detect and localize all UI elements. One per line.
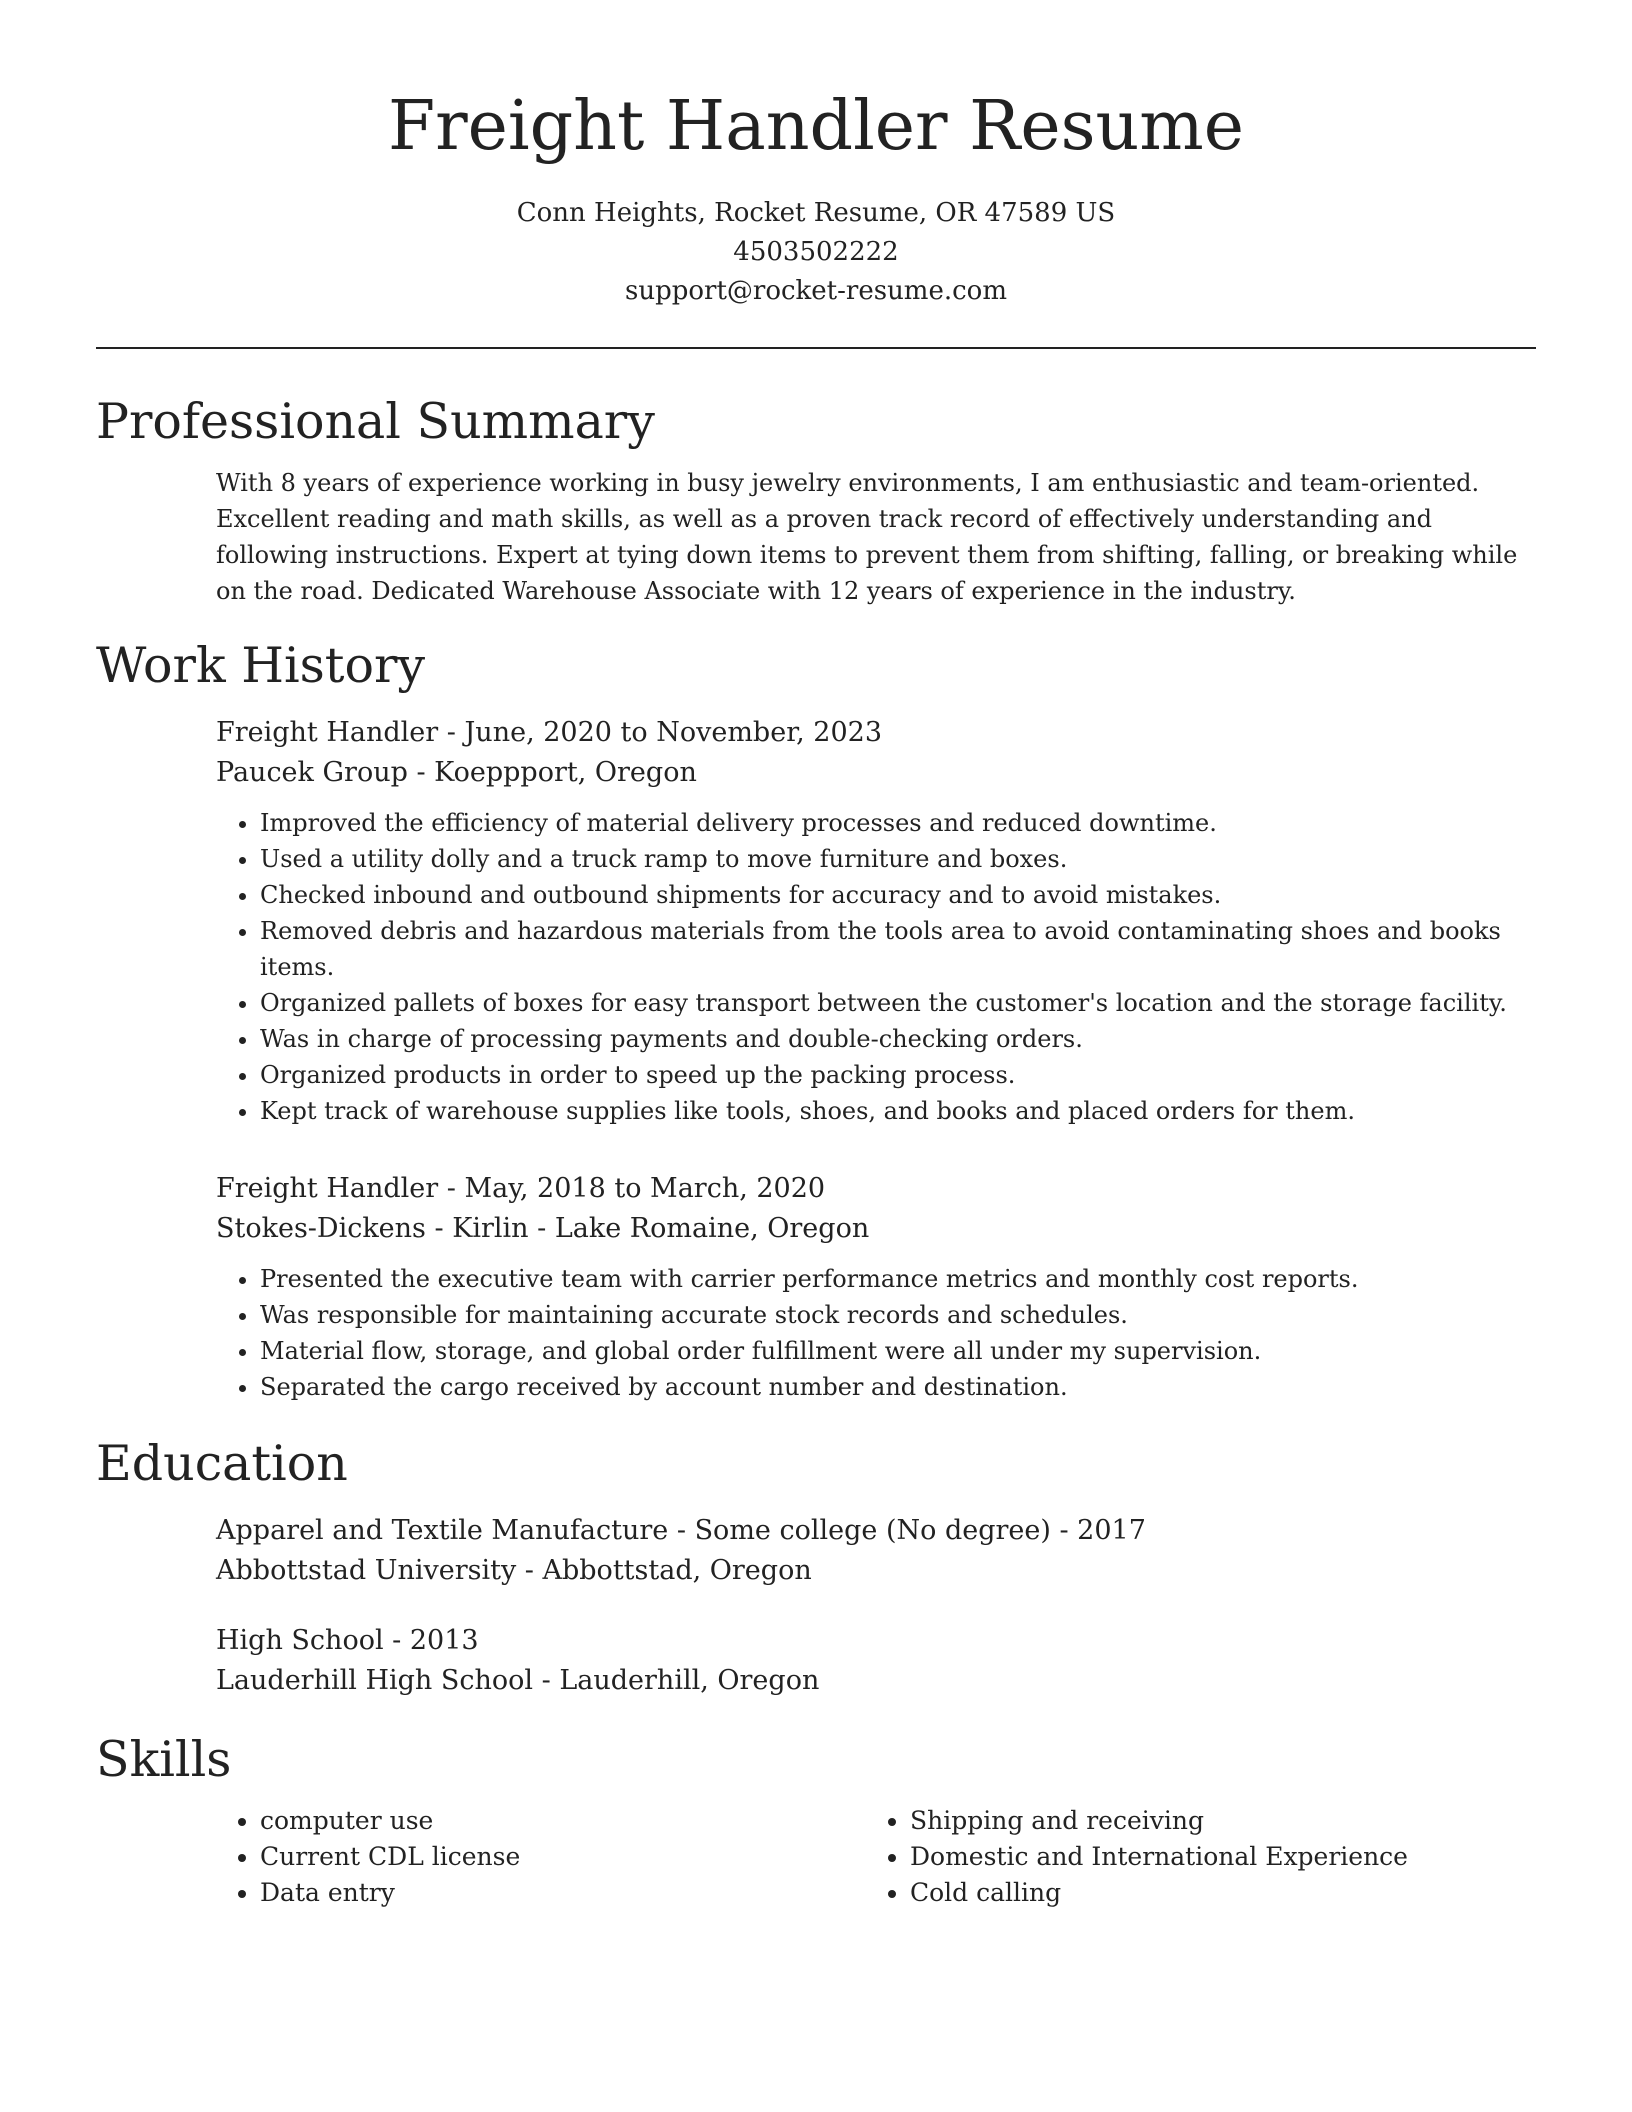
skill-item: • Current CDL license bbox=[260, 1839, 866, 1875]
work-history-heading: Work History bbox=[96, 637, 426, 694]
summary-text: With 8 years of experience working in busy jewelry environments, I am enthusiastic and team-oriented. Excellent reading and math skills, as well as a proven track record of effectively understanding and following instructions. Expert at tying down items to prevent them from shifting, falling, or breaking while on the road. Dedicated Warehouse Associate with 12 years of experience in the industry. bbox=[216, 469, 1518, 605]
education-degree-line: High School - 2013 bbox=[216, 1625, 479, 1656]
job-bullet: • Was in charge of processing payments and double-checking orders. bbox=[260, 1021, 1550, 1057]
skill-item: • computer use bbox=[260, 1803, 866, 1839]
job-bullet: • Presented the executive team with carrier performance metrics and monthly cost reports. bbox=[260, 1261, 1550, 1297]
contact-block bbox=[96, 194, 1536, 311]
skill-item: • Data entry bbox=[260, 1875, 866, 1911]
job-bullet: • Used a utility dolly and a truck ramp to move furniture and boxes. bbox=[260, 841, 1550, 877]
summary-heading: Professional Summary bbox=[96, 393, 655, 450]
job-title-line: Freight Handler - June, 2020 to November, 2023 bbox=[216, 717, 883, 748]
job-bullet: • Separated the cargo received by account number and destination. bbox=[260, 1369, 1550, 1405]
education-school-line: Abbottstad University - Abbottstad, Oregon bbox=[216, 1555, 812, 1586]
job-entry-2 bbox=[216, 1169, 1536, 1405]
header-divider bbox=[96, 347, 1536, 349]
job-bullet: • Checked inbound and outbound shipments for accuracy and to avoid mistakes. bbox=[260, 877, 1550, 913]
education-entry-1 bbox=[216, 1511, 1536, 1591]
resume-page bbox=[96, 0, 1536, 2112]
job-company-line: Stokes-Dickens - Kirlin - Lake Romaine, Oregon bbox=[216, 1213, 870, 1244]
job-bullet: • Removed debris and hazardous materials from the tools area to avoid contaminating shoes and books items. bbox=[260, 913, 1550, 985]
job-bullet: • Improved the efficiency of material delivery processes and reduced downtime. bbox=[260, 805, 1550, 841]
contact-phone: 4503502222 bbox=[733, 237, 899, 267]
skills-heading: Skills bbox=[96, 1731, 232, 1788]
job-bullet-list bbox=[216, 805, 1550, 1129]
skills-list-right bbox=[866, 1803, 1516, 1911]
education-school-line: Lauderhill High School - Lauderhill, Oregon bbox=[216, 1665, 820, 1696]
contact-address: Conn Heights, Rocket Resume, OR 47589 US bbox=[516, 198, 1116, 228]
job-bullet: • Kept track of warehouse supplies like tools, shoes, and books and placed orders for them. bbox=[260, 1093, 1550, 1129]
job-bullet: • Was responsible for maintaining accurate stock records and schedules. bbox=[260, 1297, 1550, 1333]
education-entry-2 bbox=[216, 1621, 1536, 1701]
skills-list-left bbox=[216, 1803, 866, 1911]
job-bullet-list bbox=[216, 1261, 1550, 1405]
job-title-line: Freight Handler - May, 2018 to March, 2020 bbox=[216, 1173, 826, 1204]
job-bullet: • Organized pallets of boxes for easy transport between the customer's location and the storage facility. bbox=[260, 985, 1550, 1021]
skill-item: • Shipping and receiving bbox=[910, 1803, 1516, 1839]
resume-title: Freight Handler Resume bbox=[387, 87, 1245, 166]
job-entry-1 bbox=[216, 713, 1536, 1129]
skill-item: • Cold calling bbox=[910, 1875, 1516, 1911]
job-bullet: • Material flow, storage, and global order fulfillment were all under my supervision. bbox=[260, 1333, 1550, 1369]
job-bullet: • Organized products in order to speed up the packing process. bbox=[260, 1057, 1550, 1093]
job-company-line: Paucek Group - Koeppport, Oregon bbox=[216, 757, 697, 788]
skills-grid bbox=[216, 1803, 1536, 1911]
education-heading: Education bbox=[96, 1435, 348, 1492]
contact-email: support@rocket-resume.com bbox=[624, 276, 1007, 306]
skill-item: • Domestic and International Experience bbox=[910, 1839, 1516, 1875]
education-degree-line: Apparel and Textile Manufacture - Some college (No degree) - 2017 bbox=[216, 1515, 1146, 1546]
